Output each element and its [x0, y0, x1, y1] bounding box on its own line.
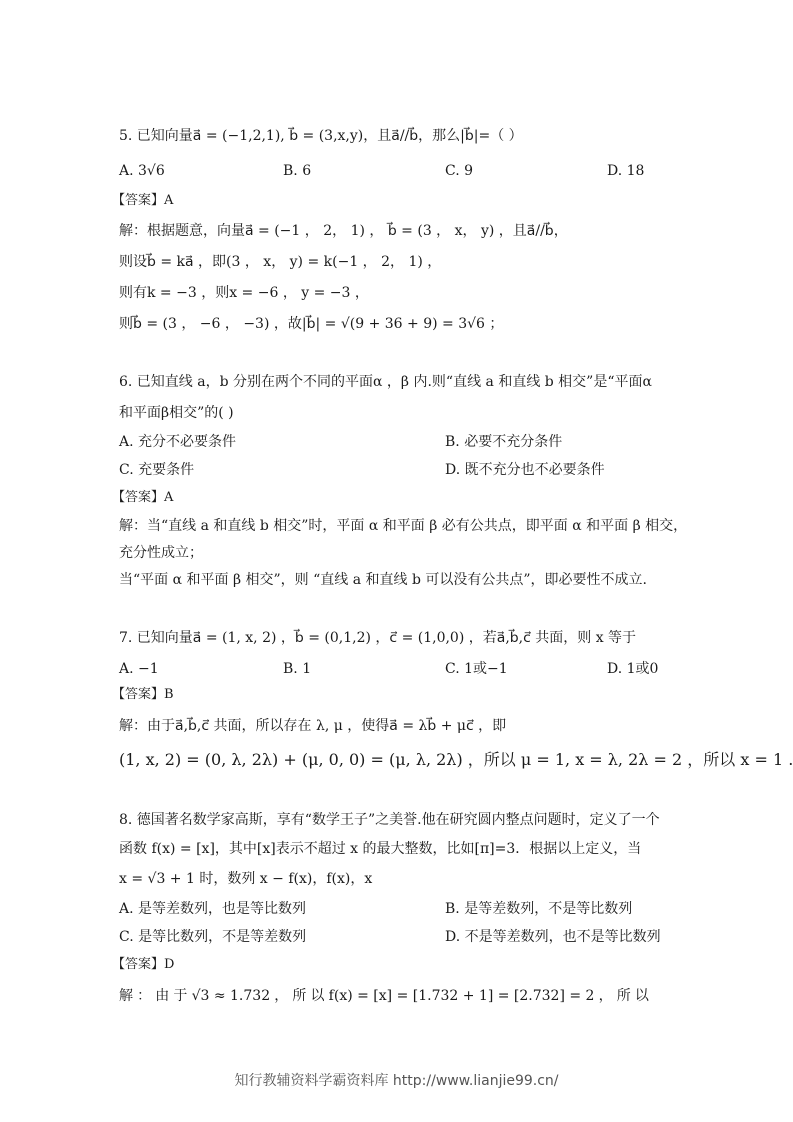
- q6-solution-line: 解：当“直线 a 和直线 b 相交”时，平面 α 和平面 β 必有公共点，即平面 α 和平面 β 相交，: [119, 518, 688, 534]
- q8-stem-line: 函数 f(x) = [x]，其中[x]表示不超过 x 的最大整数，比如[π]=3．根据以上定义，当: [119, 841, 642, 857]
- q6-answer: 【答案】A: [112, 490, 174, 505]
- q6-option-c: C. 充要条件: [119, 462, 195, 478]
- q6-option-a: A. 充分不必要条件: [119, 434, 237, 450]
- q5-option-c: C. 9: [445, 163, 474, 179]
- q5-option-d: D. 18: [607, 163, 645, 179]
- q5-option-b: B. 6: [283, 163, 312, 179]
- q5-answer: 【答案】A: [112, 193, 174, 208]
- q5-solution-line: 则b⃗ = (3 ， −6 ， −3) ，故|b⃗| = √(9 + 36 + 9) = 3√6 ；: [119, 316, 504, 332]
- q6-solution-line: 充分性成立；: [119, 545, 203, 561]
- q6-option-b: B. 必要不充分条件: [445, 434, 563, 450]
- q8-solution-part: √3 ≈ 1.732: [191, 988, 271, 1004]
- q8-option-a: A. 是等差数列，也是等比数列: [119, 901, 307, 917]
- q8-solution-part: 由: [155, 988, 170, 1004]
- q7-stem: 7. 已知向量a⃗ = (1, x, 2) ，b⃗ = (0,1,2) ，c⃗ = (1,0,0) ，若a⃗,b⃗,c⃗ 共面，则 x 等于: [119, 630, 637, 646]
- q7-option-d: D. 1或0: [607, 661, 659, 677]
- q7-answer: 【答案】B: [112, 687, 174, 702]
- q8-solution-part: 以: [634, 988, 649, 1004]
- q8-solution-part: ：: [137, 988, 152, 1004]
- q8-stem-line: x = √3 + 1 时，数列 x − f(x)，f(x)，x: [119, 871, 373, 887]
- q6-option-d: D. 既不充分也不必要条件: [445, 462, 605, 478]
- q6-stem-line: 和平面β相交”的( ): [119, 405, 234, 421]
- q7-solution-line: (1, x, 2) = (0, λ, 2λ) + (μ, 0, 0) = (μ, λ, 2λ) ，所以 μ = 1, x = λ, 2λ = 2 ，所以 x = 1 .: [119, 750, 793, 769]
- q8-solution-part: 所: [616, 988, 631, 1004]
- footer-watermark: 知行教辅资料学霸资料库 http://www.lianjie99.cn/: [234, 1073, 559, 1089]
- q8-solution-part: 解: [119, 988, 133, 1004]
- q8-solution-part: ，: [274, 988, 289, 1004]
- q8-option-d: D. 不是等差数列，也不是等比数列: [445, 929, 661, 945]
- q7-option-c: C. 1或−1: [445, 661, 508, 677]
- q8-solution-line: [119, 986, 649, 1006]
- q5-option-a: A. 3√6: [119, 163, 165, 179]
- q8-solution-part: ，: [598, 988, 613, 1004]
- q6-solution-line: 当“平面 α 和平面 β 相交”，则 “直线 a 和直线 b 可以没有公共点”，即必要性不成立.: [119, 572, 647, 588]
- q7-option-a: A. −1: [119, 661, 159, 677]
- q5-solution-line: 则有k = −3 ，则x = −6 ， y = −3 ，: [119, 285, 369, 301]
- q7-option-b: B. 1: [283, 661, 312, 677]
- q8-solution-part: 所: [292, 988, 307, 1004]
- q8-solution-part: 以: [310, 988, 325, 1004]
- q5-stem: 5. 已知向量a⃗ = (−1,2,1), b⃗ = (3,x,y)，且a⃗//b⃗，那么|b⃗|=（ ）: [119, 128, 523, 144]
- q8-stem-line: 8. 德国著名数学家高斯，享有“数学王子”之美誉.他在研究圆内整点问题时，定义了一个: [119, 812, 660, 828]
- q8-answer: 【答案】D: [112, 957, 175, 972]
- q8-option-c: C. 是等比数列，不是等差数列: [119, 929, 307, 945]
- q5-solution-line: 解：根据题意，向量a⃗ = (−1 ， 2， 1) ， b⃗ = (3 ， x， y) ，且a⃗//b⃗，: [119, 223, 568, 239]
- q8-option-b: B. 是等差数列，不是等比数列: [445, 901, 633, 917]
- q5-solution-line: 则设b⃗ = ka⃗ ，即(3 ， x， y) = k(−1 ， 2， 1) ，: [119, 254, 442, 270]
- q8-solution-part: 于: [173, 988, 188, 1004]
- q6-stem-line: 6. 已知直线 a，b 分别在两个不同的平面α ，β 内.则“直线 a 和直线 b 相交”是“平面α: [119, 374, 652, 390]
- q8-solution-part: f(x) = [x] = [1.732 + 1] = [2.732] = 2: [328, 988, 595, 1004]
- q7-solution-line: 解：由于a⃗,b⃗,c⃗ 共面，所以存在 λ, μ ，使得a⃗ = λb⃗ + μc⃗ ，即: [119, 718, 507, 734]
